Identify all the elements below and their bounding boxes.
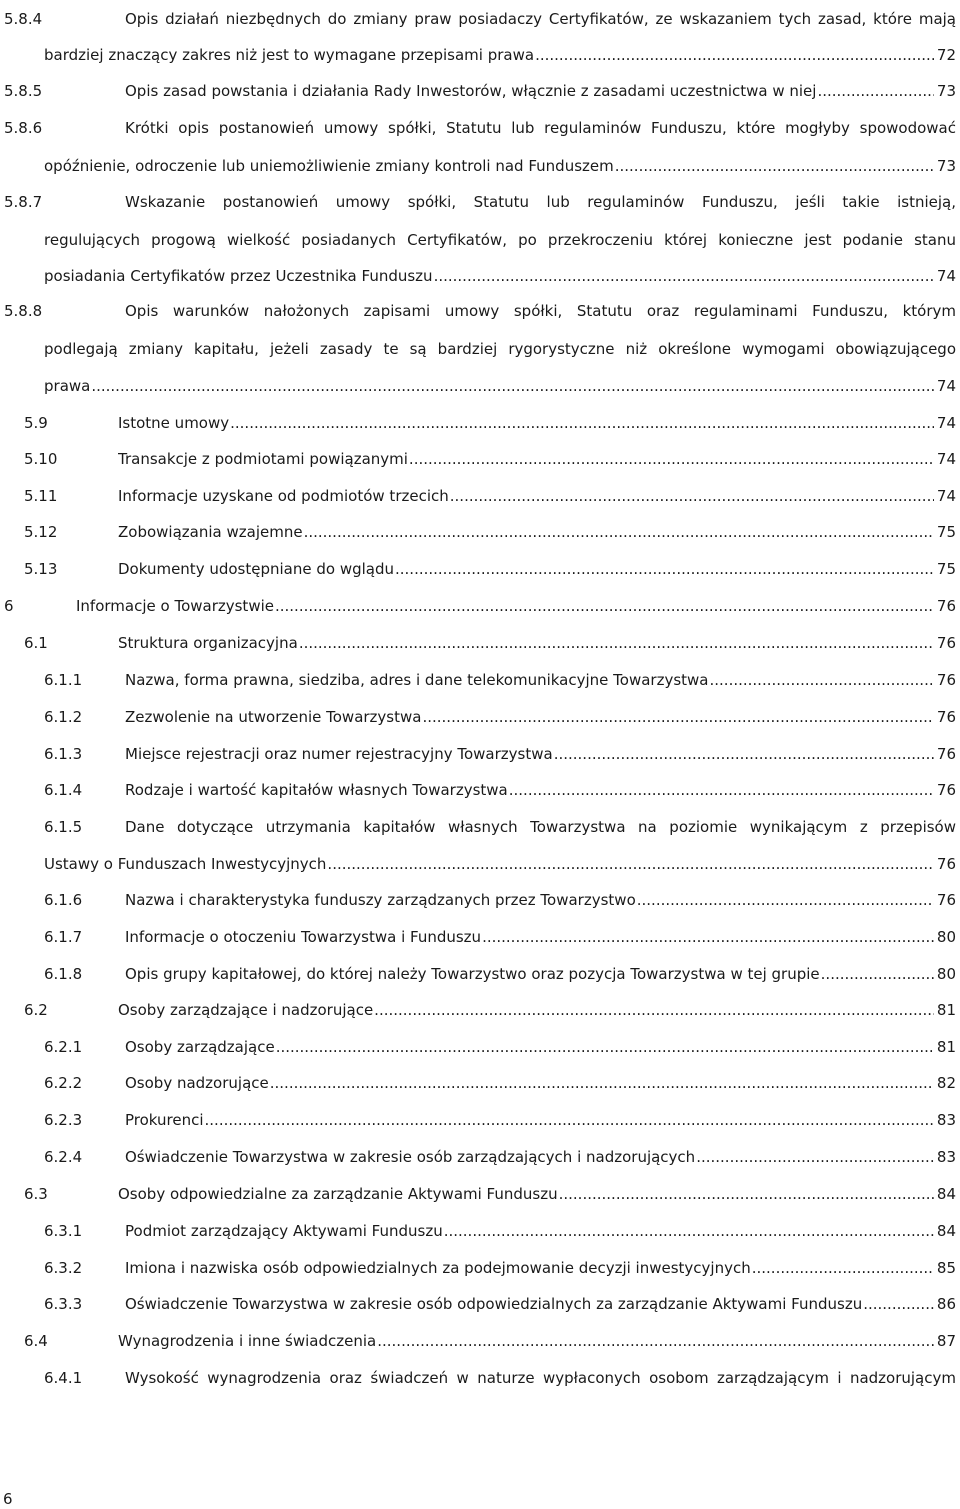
toc-entry-title: Podmiot zarządzający Aktywami Funduszu [125, 1222, 443, 1240]
toc-entry-line [125, 889, 956, 911]
toc-section-number: 5.13 [24, 560, 58, 578]
dot-leader [535, 44, 934, 66]
toc-page-number: 86 [936, 1295, 956, 1313]
toc-page-number: 74 [936, 414, 956, 432]
toc-entry-title: podlegają zmiany kapitału, jeżeli zasady te są bardziej rygorystyczne niż określone wymogami obowiązującego [44, 340, 956, 358]
dot-leader [482, 926, 934, 948]
toc-page-number: 76 [936, 671, 956, 689]
toc-section-number: 6.1.5 [44, 818, 83, 836]
toc-section-number: 6.3.1 [44, 1222, 83, 1240]
toc-entry-title: Opis warunków nałożonych zapisami umowy spółki, Statutu oraz regulaminami Funduszu, którym [125, 302, 956, 320]
toc-entry-line [118, 558, 956, 580]
toc-entry-title: Informacje o otoczeniu Towarzystwa i Funduszu [125, 928, 482, 946]
toc-entry-line [125, 1257, 956, 1279]
toc-entry-line [125, 191, 956, 213]
toc-entry-title: Nazwa, forma prawna, siedziba, adres i dane telekomunikacyjne Towarzystwa [125, 671, 709, 689]
toc-section-number: 6.1.2 [44, 708, 83, 726]
toc-entry-title: Opis grupy kapitałowej, do której należy Towarzystwo oraz pozycja Towarzystwa w tej grupie [125, 965, 820, 983]
toc-page-number: 73 [936, 157, 956, 175]
toc-page-number: 76 [936, 781, 956, 799]
toc-section-number: 5.8.7 [4, 193, 43, 211]
toc-entry-title: Dane dotyczące utrzymania kapitałów własnych Towarzystwa na poziomie wynikającym z przepisów [125, 818, 956, 836]
toc-entry-line [76, 595, 956, 617]
toc-entry-line [118, 412, 956, 434]
toc-page-number: 85 [936, 1259, 956, 1277]
dot-leader [276, 1036, 934, 1058]
dot-leader [710, 669, 934, 691]
toc-page-number: 76 [936, 891, 956, 909]
dot-leader [377, 1330, 934, 1352]
toc-page-number: 83 [936, 1111, 956, 1129]
dot-leader [615, 155, 934, 177]
toc-entry-line [125, 1072, 956, 1094]
dot-leader [821, 963, 934, 985]
dot-leader [696, 1146, 934, 1168]
toc-entry-line [118, 521, 956, 543]
toc-entry-title: Zezwolenie na utworzenie Towarzystwa [125, 708, 422, 726]
toc-entry-line [118, 1183, 956, 1205]
toc-page-number: 76 [936, 855, 956, 873]
dot-leader [304, 521, 934, 543]
toc-section-number: 6.1.3 [44, 745, 83, 763]
toc-entry-line [125, 8, 956, 30]
toc-page-number: 74 [936, 487, 956, 505]
toc-section-number: 6.1.4 [44, 781, 83, 799]
toc-section-number: 6.4 [24, 1332, 48, 1350]
toc-entry-title: posiadania Certyfikatów przez Uczestnika Funduszu [44, 267, 433, 285]
dot-leader [409, 448, 934, 470]
toc-entry-title: Osoby zarządzające i nadzorujące [118, 1001, 374, 1019]
toc-entry-title: Informacje uzyskane od podmiotów trzecich [118, 487, 449, 505]
toc-entry-title: Oświadczenie Towarzystwa w zakresie osób zarządzających i nadzorujących [125, 1148, 696, 1166]
dot-leader [554, 743, 934, 765]
toc-page-number: 73 [936, 82, 956, 100]
toc-entry-title: Istotne umowy [118, 414, 230, 432]
toc-section-number: 6.2.2 [44, 1074, 83, 1092]
toc-entry-line [118, 448, 956, 470]
dot-leader [205, 1109, 934, 1131]
toc-page-number: 76 [936, 745, 956, 763]
dot-leader [559, 1183, 934, 1205]
toc-page-number: 81 [936, 1001, 956, 1019]
toc-entry-line [125, 1146, 956, 1168]
toc-entry-line [125, 300, 956, 322]
toc-entry-line [44, 229, 956, 251]
toc-section-number: 5.8.4 [4, 10, 43, 28]
toc-entry-title: bardziej znaczący zakres niż jest to wymagane przepisami prawa [44, 46, 535, 64]
toc-entry-title: prawa [44, 377, 91, 395]
toc-section-number: 6.1.7 [44, 928, 83, 946]
toc-entry-title: opóźnienie, odroczenie lub uniemożliwienie zmiany kontroli nad Funduszem [44, 157, 614, 175]
toc-entry-line [125, 1293, 956, 1315]
toc-section-number: 5.12 [24, 523, 58, 541]
dot-leader [509, 779, 934, 801]
dot-leader [395, 558, 934, 580]
toc-entry-line [125, 779, 956, 801]
dot-leader [299, 632, 934, 654]
dot-leader [444, 1220, 934, 1242]
dot-leader [434, 265, 934, 287]
toc-entry-line [125, 1109, 956, 1131]
toc-section-number: 6.2 [24, 1001, 48, 1019]
toc-entry-line [125, 706, 956, 728]
toc-entry-title: Oświadczenie Towarzystwa w zakresie osób odpowiedzialnych za zarządzanie Aktywami Funduszu [125, 1295, 863, 1313]
toc-entry-title: Rodzaje i wartość kapitałów własnych Towarzystwa [125, 781, 508, 799]
dot-leader [752, 1257, 934, 1279]
dot-leader [422, 706, 933, 728]
page-number: 6 [3, 1490, 13, 1508]
toc-entry-line [118, 485, 956, 507]
toc-entry-title: Nazwa i charakterystyka funduszy zarządzanych przez Towarzystwo [125, 891, 636, 909]
toc-entry-line [44, 853, 956, 875]
toc-section-number: 6.3.2 [44, 1259, 83, 1277]
toc-page-number: 80 [936, 965, 956, 983]
toc-entry-line [118, 632, 956, 654]
dot-leader [374, 999, 934, 1021]
toc-section-number: 5.11 [24, 487, 58, 505]
toc-entry-line [125, 963, 956, 985]
toc-section-number: 5.8.8 [4, 302, 43, 320]
dot-leader [863, 1293, 934, 1315]
toc-entry-title: Transakcje z podmiotami powiązanymi [118, 450, 408, 468]
toc-entry-title: Wynagrodzenia i inne świadczenia [118, 1332, 377, 1350]
toc-entry-line [125, 1220, 956, 1242]
toc-page-number: 75 [936, 560, 956, 578]
toc-entry-line [125, 117, 956, 139]
toc-entry-title: Miejsce rejestracji oraz numer rejestracyjny Towarzystwa [125, 745, 553, 763]
toc-section-number: 5.8.6 [4, 119, 43, 137]
toc-page-number: 76 [936, 634, 956, 652]
toc-page-number: 74 [936, 450, 956, 468]
toc-section-number: 6.2.4 [44, 1148, 83, 1166]
toc-entry-title: Zobowiązania wzajemne [118, 523, 303, 541]
toc-entry-title: Osoby nadzorujące [125, 1074, 269, 1092]
toc-page-number: 80 [936, 928, 956, 946]
toc-section-number: 6.1.8 [44, 965, 83, 983]
dot-leader [275, 595, 934, 617]
toc-entry-line [125, 669, 956, 691]
toc-entry-line [44, 375, 956, 397]
toc-entry-line [125, 1036, 956, 1058]
toc-page-number: 74 [936, 267, 956, 285]
toc-page-number: 84 [936, 1222, 956, 1240]
toc-entry-title: regulujących progową wielkość posiadanych Certyfikatów, po przekroczeniu której konieczne jest podanie stanu [44, 231, 956, 249]
toc-page-number: 83 [936, 1148, 956, 1166]
toc-page-number: 74 [936, 377, 956, 395]
toc-section-number: 6.2.3 [44, 1111, 83, 1129]
toc-section-number: 6.1.1 [44, 671, 83, 689]
toc-entry-title: Struktura organizacyjna [118, 634, 298, 652]
dot-leader [230, 412, 934, 434]
toc-entry-title: Dokumenty udostępniane do wglądu [118, 560, 394, 578]
dot-leader [327, 853, 933, 875]
toc-section-number: 6.3.3 [44, 1295, 83, 1313]
toc-entry-title: Ustawy o Funduszach Inwestycyjnych [44, 855, 327, 873]
toc-entry-line [125, 1367, 956, 1389]
toc-entry-title: Informacje o Towarzystwie [76, 597, 274, 615]
toc-entry-title: Krótki opis postanowień umowy spółki, Statutu lub regulaminów Funduszu, które mogłyby spowodować [125, 119, 956, 137]
toc-entry-line [125, 743, 956, 765]
toc-section-number: 5.9 [24, 414, 48, 432]
toc-section-number: 5.8.5 [4, 82, 43, 100]
toc-entry-line [44, 155, 956, 177]
toc-section-number: 5.10 [24, 450, 58, 468]
dot-leader [270, 1072, 934, 1094]
toc-page-number: 76 [936, 597, 956, 615]
toc-page-number: 81 [936, 1038, 956, 1056]
toc-page-number: 84 [936, 1185, 956, 1203]
toc-entry-title: Prokurenci [125, 1111, 204, 1129]
toc-entry-line [44, 265, 956, 287]
dot-leader [637, 889, 934, 911]
toc-section-number: 6.1.6 [44, 891, 83, 909]
toc-page-number: 72 [936, 46, 956, 64]
toc-entry-line [118, 1330, 956, 1352]
toc-entry-title: Opis działań niezbędnych do zmiany praw posiadaczy Certyfikatów, ze wskazaniem tych zasad, które mają [125, 10, 956, 28]
toc-entry-line [118, 999, 956, 1021]
toc-page-number: 82 [936, 1074, 956, 1092]
toc-entry-line [44, 338, 956, 360]
toc-entry-line [125, 80, 956, 102]
toc-entry-line [125, 816, 956, 838]
toc-entry-title: Osoby odpowiedzialne za zarządzanie Aktywami Funduszu [118, 1185, 558, 1203]
toc-section-number: 6.3 [24, 1185, 48, 1203]
dot-leader [91, 375, 934, 397]
toc-entry-line [44, 44, 956, 66]
toc-section-number: 6.1 [24, 634, 48, 652]
toc-page-number: 87 [936, 1332, 956, 1350]
toc-entry-line [125, 926, 956, 948]
toc-section-number: 6.4.1 [44, 1369, 83, 1387]
toc-section-number: 6.2.1 [44, 1038, 83, 1056]
toc-page-number: 76 [936, 708, 956, 726]
toc-page-number: 75 [936, 523, 956, 541]
toc-entry-title: Imiona i nazwiska osób odpowiedzialnych za podejmowanie decyzji inwestycyjnych [125, 1259, 751, 1277]
dot-leader [450, 485, 934, 507]
toc-entry-title: Wysokość wynagrodzenia oraz świadczeń w naturze wypłaconych osobom zarządzającym i nadzorującym [125, 1369, 956, 1387]
toc-section-number: 6 [4, 597, 14, 615]
dot-leader [817, 80, 933, 102]
toc-entry-title: Wskazanie postanowień umowy spółki, Statutu lub regulaminów Funduszu, jeśli takie istnieją, [125, 193, 956, 211]
toc-entry-title: Opis zasad powstania i działania Rady Inwestorów, włącznie z zasadami uczestnictwa w niej [125, 82, 817, 100]
toc-entry-title: Osoby zarządzające [125, 1038, 275, 1056]
